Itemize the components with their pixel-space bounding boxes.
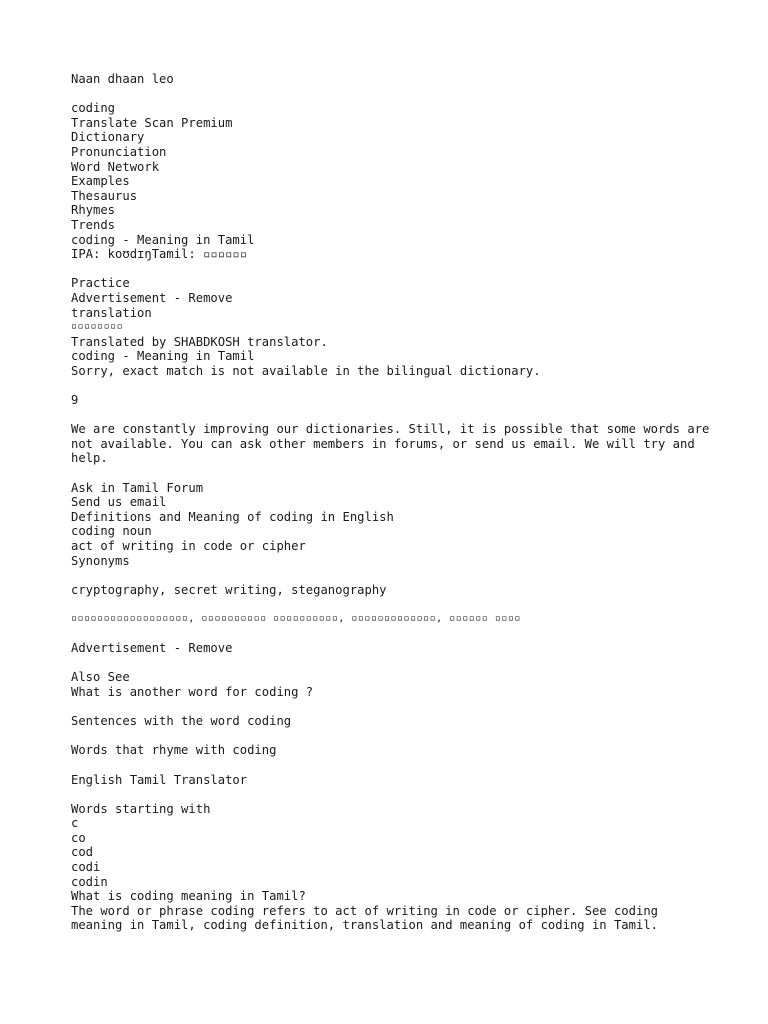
nav-link-word-network[interactable]: Word Network bbox=[71, 159, 160, 174]
advertisement-remove-link[interactable]: Advertisement - Remove bbox=[71, 290, 233, 305]
synonyms-label: Synonyms bbox=[71, 553, 130, 568]
count-value: 9 bbox=[71, 393, 79, 408]
definition-text: act of writing in code or cipher bbox=[71, 539, 306, 553]
spacer bbox=[71, 87, 711, 102]
spacer bbox=[71, 758, 711, 773]
spacer bbox=[71, 787, 711, 802]
spacer bbox=[71, 700, 711, 715]
spacer bbox=[71, 729, 711, 744]
spacer bbox=[71, 466, 711, 481]
translation-label: translation bbox=[71, 305, 152, 320]
rhymes-link[interactable]: Words that rhyme with coding bbox=[71, 743, 277, 758]
another-word-link[interactable]: What is another word for coding ? bbox=[71, 684, 314, 699]
spacer bbox=[71, 656, 711, 671]
nav-link-rhymes[interactable]: Rhymes bbox=[71, 203, 116, 218]
entry-title-secondary: coding - Meaning in Tamil bbox=[71, 349, 255, 364]
advertisement-remove-link-2[interactable]: Advertisement - Remove bbox=[71, 641, 233, 656]
prefix-link-cod[interactable]: cod bbox=[71, 845, 94, 860]
prefix-link-c[interactable]: c bbox=[71, 816, 79, 831]
practice-link[interactable]: Practice bbox=[71, 276, 130, 291]
sorry-message: Sorry, exact match is not available in the bilingual dictionary. bbox=[71, 363, 541, 378]
nav-link-pronunciation[interactable]: Pronunciation bbox=[71, 144, 167, 159]
spacer bbox=[71, 378, 711, 393]
part-of-speech: coding noun bbox=[71, 524, 152, 539]
nav-link-dictionary[interactable]: Dictionary bbox=[71, 130, 145, 145]
synonyms-list[interactable]: cryptography, secret writing, steganography bbox=[71, 582, 387, 597]
ipa-line: IPA: koʊdɪŋTamil: ▫▫▫▫▫▫ bbox=[71, 247, 248, 262]
sentences-link[interactable]: Sentences with the word coding bbox=[71, 714, 292, 729]
faq-answer: The word or phrase coding refers to act of writing in code or cipher. See coding meaning in Tamil, coding definition, translation and meaning of coding in Tamil. bbox=[71, 903, 658, 933]
search-word: coding bbox=[71, 101, 116, 116]
faq-question: What is coding meaning in Tamil? bbox=[71, 889, 306, 904]
also-see-heading: Also See bbox=[71, 670, 130, 685]
spacer bbox=[71, 627, 711, 642]
nav-link-translate-scan-premium[interactable]: Translate Scan Premium bbox=[71, 115, 233, 130]
spacer bbox=[71, 408, 711, 423]
words-starting-heading: Words starting with bbox=[71, 801, 211, 816]
nav-link-examples[interactable]: Examples bbox=[71, 174, 130, 189]
nav-link-trends[interactable]: Trends bbox=[71, 217, 116, 232]
nav-link-thesaurus[interactable]: Thesaurus bbox=[71, 188, 138, 203]
translated-by: Translated by SHABDKOSH translator. bbox=[71, 334, 328, 349]
spacer bbox=[71, 568, 711, 583]
improving-paragraph: We are constantly improving our dictionaries. Still, it is possible that some words are not available. You can ask other members in forums, or send us email. We will try and help. bbox=[71, 422, 710, 466]
prefix-link-codin[interactable]: codin bbox=[71, 874, 108, 889]
send-email-link[interactable]: Send us email bbox=[71, 495, 167, 510]
document-body bbox=[71, 72, 711, 933]
translator-link[interactable]: English Tamil Translator bbox=[71, 772, 248, 787]
tamil-synonyms: ▫▫▫▫▫▫▫▫▫▫▫▫▫▫▫▫▫▫, ▫▫▫▫▫▫▫▫▫▫ ▫▫▫▫▫▫▫▫▫▫, ▫▫▫▫▫▫▫▫▫▫▫▫▫, ▫▫▫▫▫▫ ▫▫▫▫ bbox=[71, 612, 521, 624]
spacer bbox=[71, 597, 711, 612]
translation-glyphs: ▫▫▫▫▫▫▫▫ bbox=[71, 321, 124, 333]
prefix-link-codi[interactable]: codi bbox=[71, 860, 101, 875]
spacer bbox=[71, 262, 711, 277]
ask-forum-link[interactable]: Ask in Tamil Forum bbox=[71, 480, 204, 495]
page-heading: Naan dhaan leo bbox=[71, 72, 174, 86]
prefix-link-co[interactable]: co bbox=[71, 830, 86, 845]
entry-title: coding - Meaning in Tamil bbox=[71, 232, 255, 247]
definitions-heading: Definitions and Meaning of coding in English bbox=[71, 509, 394, 524]
